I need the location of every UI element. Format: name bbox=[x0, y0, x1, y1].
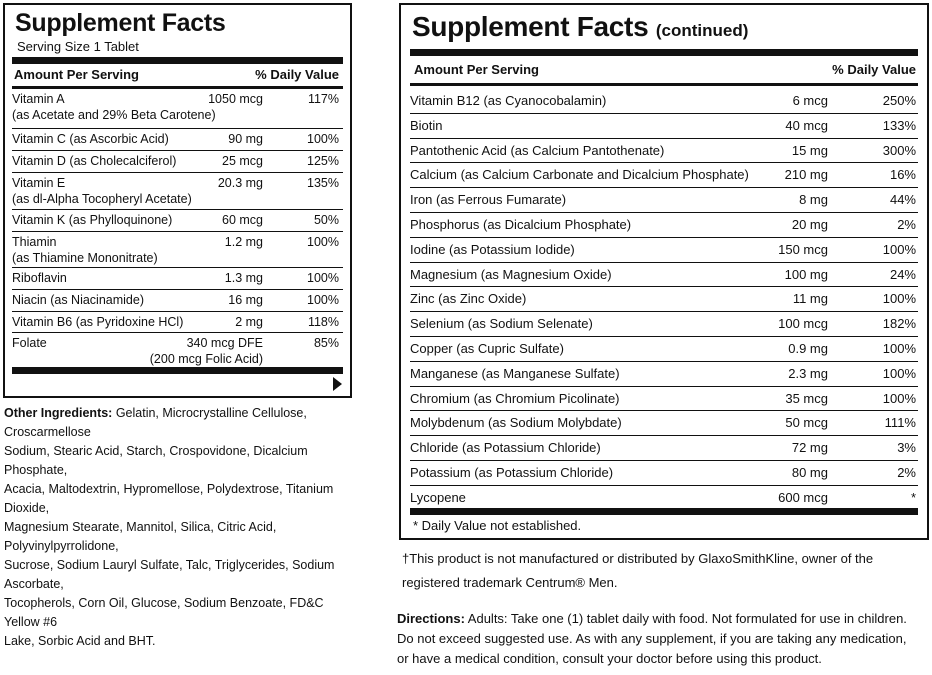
header-amount-per-serving: Amount Per Serving bbox=[414, 62, 539, 77]
nutrient-amount: 25 mcg bbox=[222, 154, 263, 168]
nutrient-row bbox=[410, 461, 918, 486]
nutrient-row bbox=[410, 411, 918, 436]
serving-size: Serving Size 1 Tablet bbox=[17, 39, 139, 54]
nutrient-daily-value: 44% bbox=[889, 192, 916, 208]
nutrient-daily-value: 300% bbox=[882, 142, 916, 158]
thick-divider bbox=[410, 49, 918, 56]
nutrient-amount: 72 mg bbox=[791, 440, 828, 456]
nutrient-name: Molybdenum (as Sodium Molybdate) bbox=[410, 415, 622, 431]
nutrient-row bbox=[410, 188, 918, 213]
nutrient-row bbox=[410, 387, 918, 412]
nutrient-name: Calcium (as Calcium Carbonate and Dicalcium Phosphate) bbox=[410, 167, 749, 183]
nutrient-amount: 40 mcg bbox=[785, 117, 828, 133]
nutrient-daily-value: * bbox=[910, 489, 916, 505]
nutrient-amount: 2.3 mg bbox=[788, 365, 828, 381]
nutrient-amount: 0.9 mg bbox=[788, 341, 828, 356]
nutrient-row bbox=[12, 290, 343, 312]
nutrient-amount: 340 mcg DFE bbox=[186, 336, 263, 350]
nutrient-name: Vitamin K (as Phylloquinone) bbox=[12, 213, 173, 227]
nutrient-name: Folate bbox=[12, 336, 47, 350]
directions bbox=[397, 609, 932, 669]
nutrient-amount: 1050 mcg bbox=[208, 92, 263, 106]
nutrient-name: Vitamin A bbox=[12, 92, 65, 106]
nutrient-daily-value: 100% bbox=[882, 365, 916, 381]
nutrient-row bbox=[410, 263, 918, 288]
nutrient-row bbox=[12, 173, 343, 210]
nutrient-row bbox=[12, 333, 343, 367]
nutrient-daily-value: 125% bbox=[307, 154, 339, 168]
panel-title-text: Supplement Facts bbox=[412, 11, 649, 42]
ingredients-line: Acacia, Maltodextrin, Hypromellose, Polydextrose, Titanium Dioxide, bbox=[4, 482, 334, 515]
nutrient-daily-value: 100% bbox=[307, 132, 339, 146]
nutrient-row bbox=[12, 268, 343, 290]
nutrient-amount: 90 mg bbox=[228, 132, 263, 146]
nutrient-daily-value: 100% bbox=[882, 341, 916, 356]
nutrient-name: Magnesium (as Magnesium Oxide) bbox=[410, 266, 612, 282]
nutrient-row bbox=[12, 151, 343, 173]
header-divider bbox=[410, 83, 918, 86]
nutrient-row bbox=[12, 89, 343, 129]
nutrient-amount: 11 mg bbox=[792, 291, 828, 307]
nutrient-name: Selenium (as Sodium Selenate) bbox=[410, 316, 593, 332]
nutrient-daily-value: 118% bbox=[307, 315, 339, 329]
nutrient-name: Thiamin bbox=[12, 235, 57, 249]
panel-title-suffix: (continued) bbox=[655, 21, 749, 40]
nutrient-name: Pantothenic Acid (as Calcium Pantothenate) bbox=[410, 142, 665, 158]
nutrient-row bbox=[410, 163, 918, 188]
nutrient-amount: 100 mcg bbox=[778, 316, 828, 332]
nutrient-row bbox=[410, 287, 918, 312]
other-ingredients bbox=[4, 404, 359, 651]
nutrient-amount: 150 mcg bbox=[778, 241, 828, 257]
nutrient-daily-value: 24% bbox=[889, 266, 916, 282]
nutrient-name: Vitamin D (as Cholecalciferol) bbox=[12, 154, 177, 168]
nutrient-name: Riboflavin bbox=[12, 271, 67, 285]
ingredients-line: Sodium, Stearic Acid, Starch, Crospovidone, Dicalcium Phosphate, bbox=[4, 444, 308, 477]
header-daily-value: % Daily Value bbox=[832, 62, 916, 77]
nutrient-daily-value: 16% bbox=[889, 167, 916, 183]
nutrient-daily-value: 182% bbox=[882, 316, 916, 332]
directions-line: Do not exceed suggested use. As with any supplement, if you are taking any medication, bbox=[397, 631, 907, 646]
nutrient-daily-value: 100% bbox=[882, 241, 916, 257]
arrow-right-icon bbox=[333, 377, 342, 391]
nutrient-name: Vitamin E bbox=[12, 176, 66, 190]
nutrient-name: Vitamin B6 (as Pyridoxine HCl) bbox=[12, 315, 184, 329]
nutrient-name: Iron (as Ferrous Fumarate) bbox=[410, 192, 567, 208]
nutrient-source: (as Thiamine Mononitrate) bbox=[12, 251, 158, 265]
nutrient-amount: 1.3 mg bbox=[224, 271, 263, 285]
nutrient-name: Chromium (as Chromium Picolinate) bbox=[410, 390, 620, 406]
nutrient-amount: 16 mg bbox=[228, 293, 263, 307]
nutrient-daily-value: 100% bbox=[307, 293, 339, 307]
nutrient-row bbox=[12, 232, 343, 268]
nutrient-daily-value: 50% bbox=[313, 213, 339, 227]
nutrient-source: (as Acetate and 29% Beta Carotene) bbox=[12, 108, 216, 122]
supplement-facts-continued-panel bbox=[399, 3, 929, 540]
nutrient-name: Potassium (as Potassium Chloride) bbox=[410, 465, 614, 480]
ingredients-line: Lake, Sorbic Acid and BHT. bbox=[4, 634, 156, 648]
ingredients-line: Magnesium Stearate, Mannitol, Silica, Citric Acid, Polyvinylpyrrolidone, bbox=[4, 520, 277, 553]
nutrient-daily-value: 135% bbox=[307, 176, 339, 190]
nutrient-row bbox=[410, 337, 918, 362]
nutrient-row bbox=[12, 129, 343, 151]
nutrient-amount: 35 mcg bbox=[785, 390, 828, 406]
nutrient-amount: 8 mg bbox=[799, 192, 828, 208]
nutrient-amount: 600 mcg bbox=[778, 489, 828, 505]
nutrient-daily-value: 111% bbox=[884, 415, 916, 431]
directions-line: Adults: Take one (1) tablet daily with food. Not formulated for use in children. bbox=[464, 611, 907, 626]
nutrient-row bbox=[410, 89, 918, 114]
nutrient-name: Zinc (as Zinc Oxide) bbox=[410, 291, 527, 307]
nutrient-amount: 15 mg bbox=[791, 142, 828, 158]
directions-label: Directions: bbox=[397, 611, 465, 626]
nutrient-daily-value: 250% bbox=[882, 93, 916, 108]
nutrient-amount-detail: (200 mcg Folic Acid) bbox=[149, 352, 263, 366]
nutrient-name: Copper (as Cupric Sulfate) bbox=[410, 341, 564, 356]
nutrient-daily-value: 117% bbox=[307, 92, 339, 106]
directions-line: or have a medical condition, consult your doctor before using this product. bbox=[397, 651, 822, 666]
disclaimer-line: registered trademark Centrum® Men. bbox=[402, 575, 618, 590]
nutrient-name: Vitamin C (as Ascorbic Acid) bbox=[12, 132, 169, 146]
supplement-facts-panel bbox=[3, 3, 352, 398]
nutrient-daily-value: 100% bbox=[307, 271, 339, 285]
nutrient-daily-value: 100% bbox=[882, 390, 916, 406]
nutrient-source: (as dl-Alpha Tocopheryl Acetate) bbox=[12, 192, 192, 206]
nutrient-amount: 50 mcg bbox=[785, 415, 828, 431]
thick-divider bbox=[12, 57, 343, 64]
nutrient-daily-value: 3% bbox=[897, 440, 916, 456]
header-amount-per-serving: Amount Per Serving bbox=[14, 67, 139, 82]
nutrient-daily-value: 85% bbox=[313, 336, 339, 350]
disclaimer-line: †This product is not manufactured or distributed by GlaxoSmithKline, owner of the bbox=[402, 551, 874, 566]
nutrient-row bbox=[410, 139, 918, 164]
nutrient-name: Chloride (as Potassium Chloride) bbox=[410, 440, 601, 456]
nutrient-row bbox=[410, 362, 918, 387]
nutrient-row bbox=[410, 114, 918, 139]
nutrient-amount: 1.2 mg bbox=[224, 235, 263, 249]
nutrient-amount: 100 mg bbox=[784, 266, 828, 282]
ingredients-line: Sucrose, Sodium Lauryl Sulfate, Talc, Triglycerides, Sodium Ascorbate, bbox=[4, 558, 335, 591]
nutrient-amount: 20.3 mg bbox=[217, 176, 263, 190]
nutrient-name: Lycopene bbox=[410, 489, 466, 505]
nutrient-row bbox=[12, 312, 343, 333]
nutrient-name: Biotin bbox=[410, 117, 443, 133]
nutrient-amount: 60 mcg bbox=[222, 213, 263, 227]
thick-divider bbox=[12, 367, 343, 374]
nutrient-daily-value: 2% bbox=[897, 465, 916, 480]
nutrient-daily-value: 2% bbox=[897, 217, 916, 232]
nutrient-daily-value: 133% bbox=[882, 117, 916, 133]
footnote: * Daily Value not established. bbox=[413, 518, 582, 533]
other-ingredients-label: Other Ingredients: bbox=[4, 406, 113, 420]
nutrient-name: Vitamin B12 (as Cyanocobalamin) bbox=[410, 93, 607, 108]
thick-divider bbox=[410, 508, 918, 515]
nutrient-name: Iodine (as Potassium Iodide) bbox=[410, 241, 575, 257]
header-daily-value: % Daily Value bbox=[255, 67, 339, 82]
nutrient-row bbox=[12, 210, 343, 232]
nutrient-row bbox=[410, 312, 918, 337]
nutrient-name: Manganese (as Manganese Sulfate) bbox=[410, 365, 620, 381]
nutrient-amount: 210 mg bbox=[784, 167, 828, 183]
nutrient-row bbox=[410, 213, 918, 238]
nutrient-daily-value: 100% bbox=[307, 235, 339, 249]
nutrient-amount: 6 mcg bbox=[792, 93, 828, 108]
nutrient-row bbox=[410, 238, 918, 263]
ingredients-line: Tocopherols, Corn Oil, Glucose, Sodium Benzoate, FD&C Yellow #6 bbox=[4, 596, 324, 629]
nutrient-row bbox=[410, 436, 918, 461]
nutrient-name: Niacin (as Niacinamide) bbox=[12, 293, 144, 307]
panel-title bbox=[412, 13, 748, 41]
nutrient-amount: 2 mg bbox=[235, 315, 263, 329]
ingredients-line: Gelatin, Microcrystalline Cellulose, Croscarmellose bbox=[4, 406, 307, 439]
nutrient-daily-value: 100% bbox=[882, 291, 916, 307]
disclaimer bbox=[402, 547, 932, 595]
nutrient-name: Phosphorus (as Dicalcium Phosphate) bbox=[410, 217, 632, 232]
nutrient-amount: 80 mg bbox=[791, 465, 828, 480]
nutrient-amount: 20 mg bbox=[791, 217, 828, 232]
panel-title: Supplement Facts bbox=[15, 9, 226, 37]
